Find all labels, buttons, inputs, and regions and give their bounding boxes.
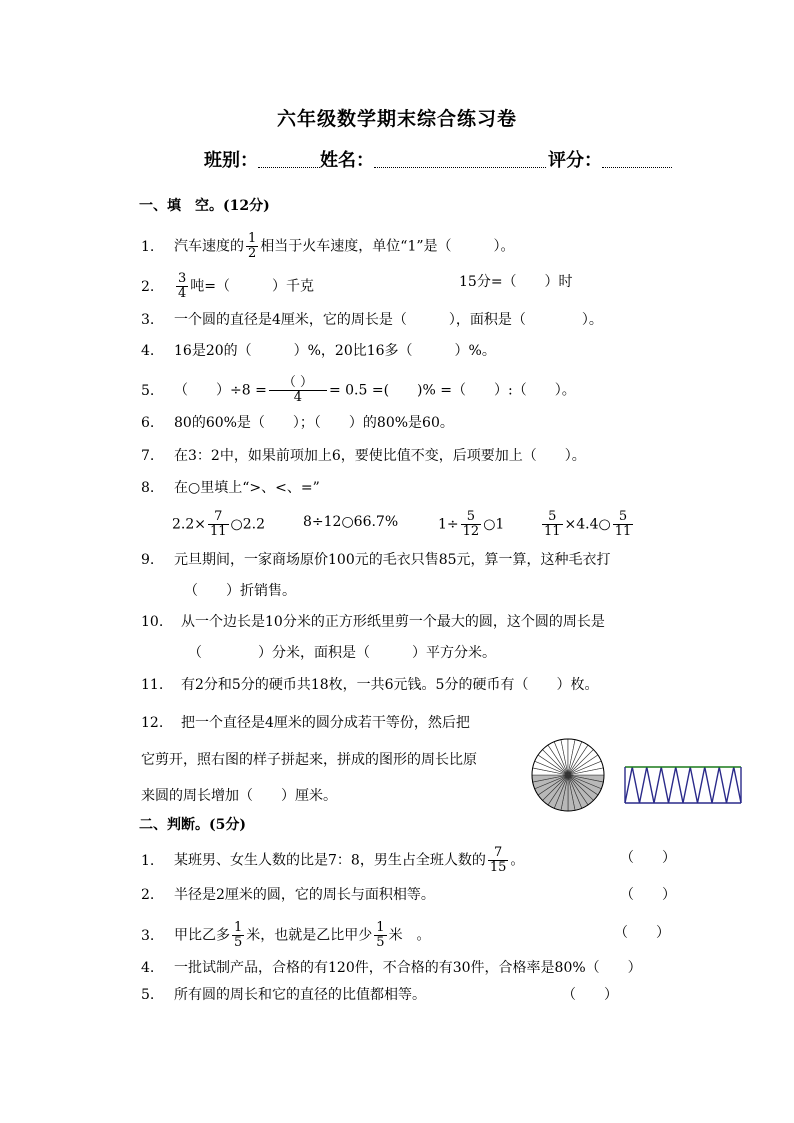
fraction: $\frac{1}{2}$ [248, 231, 257, 261]
question-text: 相当于火车速度，单位“1”是（ ）。 [260, 238, 515, 255]
judge-2-answer[interactable]: （ ） [620, 887, 676, 903]
question-number: 9. [141, 552, 155, 568]
question-12-line2: 它剪开，照右图的样子拼起来，拼成的图形的周长比原 [141, 752, 477, 768]
fraction: $\frac{1}{5}$ [376, 920, 385, 950]
question-number: 3. [141, 312, 155, 328]
question-text: 甲比乙多 [174, 927, 230, 944]
question-text: 从一个边长是10分米的正方形纸里剪一个最大的圆，这个圆的周长是 [181, 614, 605, 630]
fraction: $\frac{3}{4}$ [178, 271, 187, 301]
compare-expr-3: 1÷ $\frac{5}{12}$ ○1 [438, 509, 505, 539]
question-10-line2: （ ）分米，面积是（ ）平方分米。 [188, 645, 496, 661]
question-text: 有2分和5分的硬币共18枚，一共6元钱。5分的硬币有（ ）枚。 [181, 677, 599, 693]
question-text: 一批试制产品，合格的有120件，不合格的有30件，合格率是80%（ ） [174, 960, 642, 976]
question-number: 3. [141, 927, 155, 944]
score-label: 评分： [548, 150, 602, 171]
fraction: $\frac{1}{5}$ [234, 920, 243, 950]
question-text: 汽车速度的 [174, 238, 244, 255]
question-text: 在○里填上“>、<、=” [174, 480, 320, 496]
class-field[interactable] [258, 151, 320, 168]
name-field[interactable] [374, 151, 546, 168]
question-7 [141, 446, 586, 466]
question-text: 把一个直径是4厘米的圆分成若干等份，然后把 [181, 715, 470, 731]
question-number: 4. [141, 960, 155, 976]
question-text: 80的60%是（ ）；（ ）的80%是60。 [174, 415, 454, 431]
question-text: 。 [510, 852, 525, 869]
question-text: = 0.5 =( )% =（ ）:（ ）。 [328, 382, 576, 399]
compare-expr-4: $\frac{5}{11}$ ×4.4○ $\frac{5}{11}$ [544, 509, 632, 539]
score-field[interactable] [602, 151, 672, 168]
question-number: 2. [141, 887, 155, 903]
question-number: 2. [141, 278, 155, 295]
class-label: 班别： [204, 150, 258, 171]
question-6 [141, 413, 454, 433]
question-10 [141, 612, 605, 632]
question-number: 1. [141, 238, 155, 255]
student-info-line [204, 146, 672, 172]
judge-2 [141, 885, 435, 905]
judge-3-answer[interactable]: （ ） [614, 925, 670, 941]
question-text: 一个圆的直径是4厘米，它的周长是（ ），面积是（ ）。 [174, 312, 603, 328]
question-text: 吨=（ ）千克 [190, 278, 315, 295]
question-number: 5. [141, 987, 155, 1003]
question-9 [141, 550, 611, 570]
circle-sectors-figure [530, 737, 606, 813]
question-number: 7. [141, 448, 155, 464]
question-number: 12. [141, 715, 164, 731]
question-number: 5. [141, 382, 155, 399]
question-number: 1. [141, 852, 155, 869]
judge-5-answer[interactable]: （ ） [562, 987, 618, 1003]
question-text: 某班男、女生人数的比是7：8，男生占全班人数的 [174, 852, 486, 869]
question-number: 6. [141, 415, 155, 431]
judge-4 [141, 958, 642, 978]
judge-5 [141, 985, 426, 1005]
question-number: 4. [141, 343, 155, 359]
page-title: 六年级数学期末综合练习卷 [276, 108, 517, 130]
question-text: 米 。 [388, 927, 431, 944]
compare-expr-1: 2.2× $\frac{7}{11}$ ○2.2 [172, 509, 266, 539]
question-1 [141, 232, 515, 261]
fraction: $\frac{7}{15}$ [489, 845, 507, 875]
question-text: 在3：2中，如果前项加上6，要使比值不变，后项要加上（ ）。 [174, 448, 586, 464]
question-8 [141, 478, 320, 498]
name-label: 姓名： [320, 150, 374, 171]
question-text: 米，也就是乙比甲少 [246, 927, 373, 944]
question-4 [141, 341, 496, 361]
question-text: 16是20的（ ）%，20比16多（ ）%。 [174, 343, 496, 359]
question-9-line2: （ ）折销售。 [184, 583, 296, 599]
question-11 [141, 675, 598, 695]
question-3 [141, 310, 603, 330]
compare-expr-2: 8÷12○66.7% [303, 514, 399, 530]
question-2b: 15分=（ ）时 [459, 274, 573, 290]
fraction: $\frac{( )}{4}$ [269, 376, 327, 405]
question-text: 所有圆的周长和它的直径的比值都相等。 [174, 987, 426, 1003]
question-text: 半径是2厘米的圆，它的周长与面积相等。 [174, 887, 435, 903]
question-number: 11. [141, 677, 164, 693]
strip-zigzag [625, 767, 741, 803]
judge-1 [141, 846, 524, 875]
section-heading-fill-blank: 一、填 空。(12分) [139, 198, 270, 214]
question-text: 元旦期间，一家商场原价100元的毛衣只售85元，算一算，这种毛衣打 [174, 552, 611, 568]
question-text: （ ）÷8 = [174, 382, 267, 399]
question-2 [141, 272, 314, 301]
question-12-line3: 来圆的周长增加（ ）厘米。 [141, 788, 337, 804]
question-number: 10. [141, 614, 164, 630]
section-heading-judgement: 二、判断。(5分) [139, 817, 246, 833]
judge-3 [141, 921, 431, 950]
rearranged-strip-figure [622, 764, 744, 806]
question-12 [141, 713, 470, 733]
question-number: 8. [141, 480, 155, 496]
judge-1-answer[interactable]: （ ） [620, 850, 676, 866]
question-5 [141, 376, 576, 405]
